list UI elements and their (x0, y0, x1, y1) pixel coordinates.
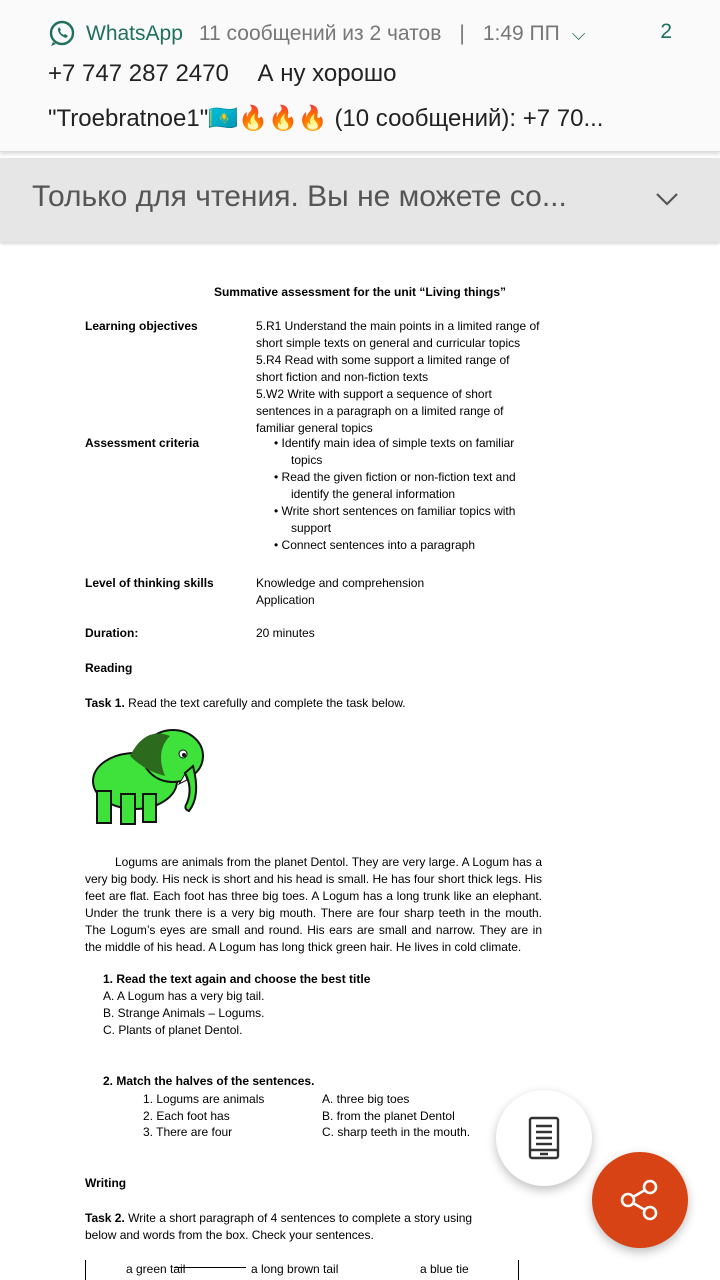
question-1: 1. Read the text again and choose the best title (103, 972, 371, 986)
ac-line: topics (291, 453, 323, 467)
ac-line: identify the general information (291, 487, 456, 501)
word-box (85, 1260, 519, 1280)
lo-line: sentences in a paragraph on a limited range of (256, 404, 504, 418)
q1-option: B. Strange Animals – Logums. (103, 1006, 265, 1020)
share-button[interactable] (592, 1152, 688, 1248)
ac-list (274, 435, 516, 554)
ac-line: • Write short sentences on familiar topics with (274, 504, 516, 518)
paragraph-text: Logums are animals from the planet Dentol. They are very large. A Logum has a very big body. His neck is short and his head is small. He has four short thick legs. His feet are flat. Each foot has three big toes. A Logum has a long trunk like an elephant. Under the trunk there is a very big mouth. There are four sharp teeth in the mouth. The Logum’s eyes are small and round. His ears are small and narrow. They are in the middle of his head. A Logum has long thick green hair. He lives in cold climate. (85, 855, 542, 954)
whatsapp-icon (48, 20, 76, 48)
document-page (0, 244, 720, 1280)
q1-option: A. A Logum has a very big tail. (103, 989, 265, 1003)
reading-mode-button[interactable] (496, 1090, 592, 1186)
lo-line: 5.R4 Read with some support a limited range of (256, 353, 510, 367)
ac-label: Assessment criteria (85, 436, 200, 450)
ac-line: • Identify main idea of simple texts on familiar (274, 436, 515, 450)
sender: +7 747 287 2470 (48, 60, 229, 87)
reading-paragraph (85, 854, 542, 956)
notification-summary: 11 сообщений из 2 чатов (198, 22, 442, 45)
q2-right: B. from the planet Dentol (322, 1109, 455, 1123)
reading-heading: Reading (85, 661, 133, 675)
task2-text: Write a short paragraph of 4 sentences to complete a story using (124, 1211, 473, 1225)
chevron-down-icon[interactable] (654, 186, 680, 212)
task2-label: Task 2. (85, 1211, 125, 1225)
q1-option: C. Plants of planet Dentol. (103, 1023, 243, 1037)
lo-line: 5.W2 Write with support a sequence of short (256, 387, 492, 401)
lo-line: familiar general topics (256, 421, 373, 435)
writing-heading: Writing (85, 1176, 127, 1190)
task2-text-2: below and words from the box. Check your sentences. (85, 1228, 374, 1242)
q2-left: 2. Each foot has (143, 1109, 230, 1123)
ac-line: • Read the given fiction or non-fiction text and (274, 470, 516, 484)
readonly-banner[interactable] (0, 158, 720, 242)
notification-time: 1:49 ПП (482, 22, 560, 45)
box-word: a long brown tail (251, 1262, 339, 1276)
task1-label: Task 1. (85, 696, 125, 710)
whatsapp-notification[interactable] (0, 0, 720, 152)
q2-left: 3. There are four (143, 1125, 233, 1139)
group-message: "Troebratnoe1"🇰🇿🔥🔥🔥 (10 сообщений): +7 70... (48, 105, 604, 132)
task1 (85, 695, 406, 712)
box-word: a green tail (126, 1262, 186, 1276)
lo-label: Learning objectives (85, 319, 198, 333)
lts-value: Application (256, 593, 315, 607)
lts-value: Knowledge and comprehension (256, 576, 425, 590)
q2-right: C. sharp teeth in the mouth. (322, 1125, 471, 1139)
readonly-text: Только для чтения. Вы не можете со... (32, 180, 567, 213)
document-view-icon (528, 1116, 560, 1160)
q2-right: A. three big toes (322, 1092, 410, 1106)
task1-text: Read the text carefully and complete the task below. (124, 696, 406, 710)
notification-count: 2 (660, 20, 672, 43)
expand-chevron-icon[interactable]: ⌵ (571, 23, 586, 44)
doc-title: Summative assessment for the unit “Living things” (213, 285, 507, 299)
lo-line: short simple texts on general and curricular topics (256, 336, 521, 350)
ac-line: support (291, 521, 332, 535)
lo-line: 5.R1 Understand the main points in a limited range of (256, 319, 540, 333)
q2-left: 1. Logums are animals (143, 1092, 265, 1106)
lo-list (256, 318, 540, 437)
duration-label: Duration: (85, 626, 139, 640)
ac-line: • Connect sentences into a paragraph (274, 538, 475, 552)
box-word: a blue tie (420, 1262, 469, 1276)
task2 (85, 1210, 472, 1227)
message: А ну хорошо (257, 60, 397, 87)
duration-value: 20 minutes (256, 626, 315, 640)
lo-line: short fiction and non-fiction texts (256, 370, 429, 384)
app-name: WhatsApp (86, 22, 183, 45)
elephant-image (85, 726, 210, 828)
question-2: 2. Match the halves of the sentences. (103, 1074, 315, 1088)
separator: | (459, 22, 465, 45)
strike-line (174, 1267, 246, 1268)
lts-label: Level of thinking skills (85, 576, 214, 590)
share-icon (618, 1178, 662, 1222)
